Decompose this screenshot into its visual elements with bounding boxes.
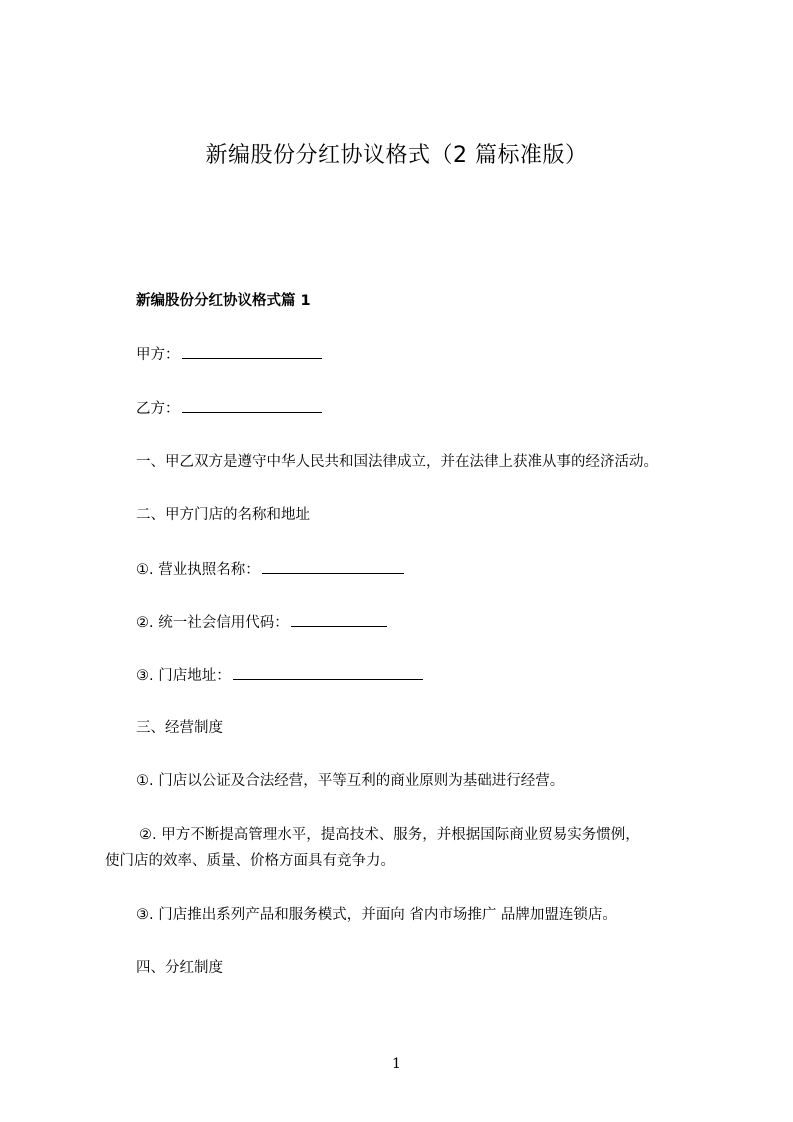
- store-address-line: [136, 665, 423, 686]
- clause-2-heading: 二、甲方门店的名称和地址: [136, 507, 310, 523]
- party-b-blank: [182, 398, 322, 413]
- clause-1: 一、甲乙双方是遵守中华人民共和国法律成立，并在法律上获准从事的经济活动。: [136, 454, 658, 470]
- store-address-label: ③. 门店地址：: [136, 668, 231, 684]
- party-a-line: [136, 344, 322, 365]
- clause-3-item-1: ①. 门店以公证及合法经营，平等互利的商业原则为基础进行经营。: [136, 773, 565, 789]
- business-license-name-label: ①. 营业执照名称：: [136, 562, 260, 578]
- party-b-label: 乙方：: [136, 401, 180, 417]
- clause-3-heading: 三、经营制度: [136, 720, 223, 736]
- section-heading: 新编股份分红协议格式篇 1: [136, 293, 311, 309]
- party-b-line: [136, 398, 322, 419]
- business-license-name-blank: [262, 559, 404, 574]
- document-title: 新编股份分红协议格式（2 篇标准版）: [205, 143, 588, 168]
- clause-3-item-2-line-1: ②. 甲方不断提高管理水平，提高技术、服务，并根据国际商业贸易实务惯例，: [139, 827, 640, 843]
- clause-4-heading: 四、分红制度: [136, 960, 223, 976]
- party-a-label: 甲方：: [136, 347, 180, 363]
- credit-code-blank: [291, 612, 387, 627]
- store-address-blank: [233, 665, 423, 680]
- clause-3-item-3: ③. 门店推出系列产品和服务模式，并面向 省内市场推广 品牌加盟连锁店。: [136, 907, 617, 923]
- credit-code-label: ②. 统一社会信用代码：: [136, 615, 289, 631]
- party-a-blank: [182, 344, 322, 359]
- page-number: 1: [392, 1056, 401, 1072]
- clause-3-item-2-line-2: 使门店的效率、质量、价格方面具有竞争力。: [105, 853, 395, 869]
- business-license-name-line: [136, 559, 404, 580]
- credit-code-line: [136, 612, 387, 633]
